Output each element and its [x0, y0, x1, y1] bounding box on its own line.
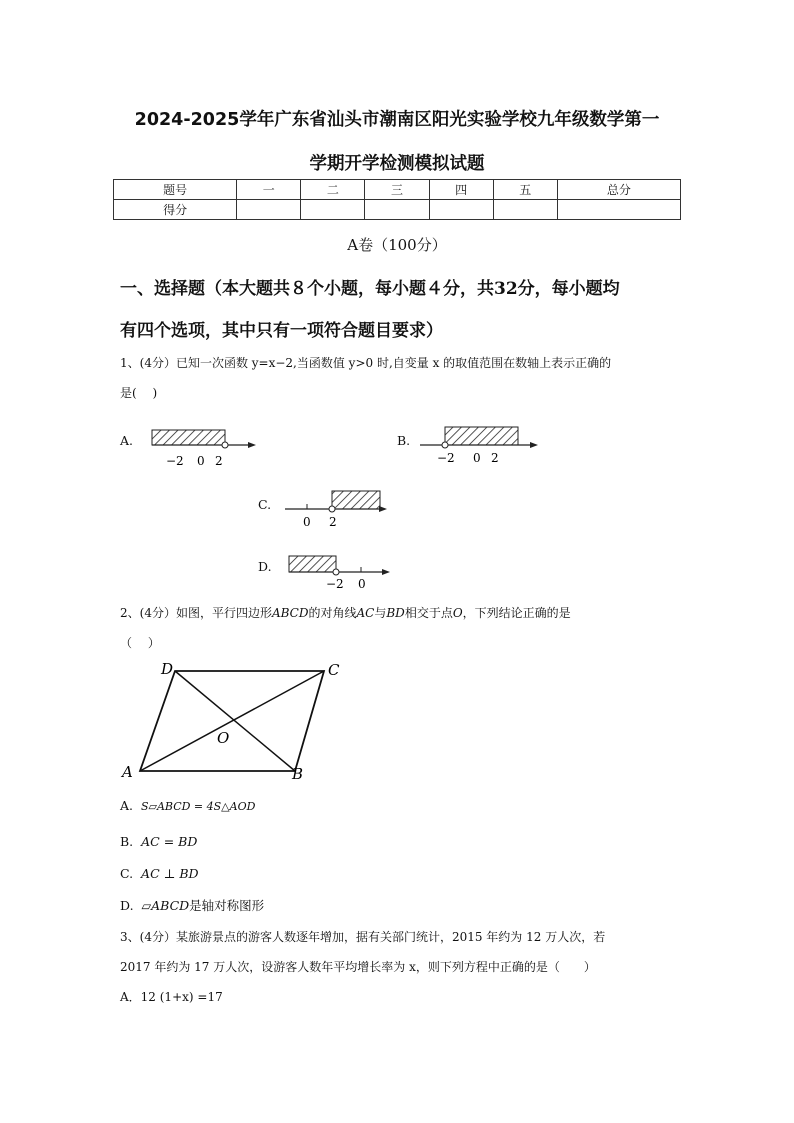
vertex-label-d: D: [161, 660, 174, 678]
tick-label: 2: [329, 515, 337, 529]
score-cell: 题号: [114, 180, 237, 200]
q3-stem: [120, 922, 680, 1012]
q2-ac: AC: [356, 606, 375, 620]
q1-option-c-label[interactable]: C.: [258, 497, 272, 512]
q1-option-d-numberline[interactable]: [280, 548, 395, 593]
option-label: C.: [120, 866, 134, 881]
score-cell: 总分: [557, 180, 680, 200]
score-cell: 一: [237, 180, 301, 200]
option-label: D.: [120, 898, 134, 913]
score-cell: 四: [429, 180, 493, 200]
q2-text: 的对角线: [308, 606, 357, 620]
axis-arrow: [248, 442, 256, 448]
option-math: ▱ABCD: [141, 898, 190, 913]
q2-option-b[interactable]: [120, 834, 197, 849]
score-table: [113, 179, 681, 220]
axis-arrow: [530, 442, 538, 448]
option-label: A.: [120, 798, 134, 813]
tick-label: −2: [437, 451, 455, 465]
q1-option-b-label[interactable]: B.: [397, 433, 411, 448]
tick-label: 2: [491, 451, 499, 465]
score-blank-cell[interactable]: [429, 200, 493, 220]
option-math: AC = BD: [141, 834, 198, 849]
q2-o: O: [452, 606, 463, 620]
tick-label: 0: [358, 577, 366, 591]
q1-option-c-numberline[interactable]: [280, 486, 395, 531]
shaded-region: [152, 430, 225, 445]
q1-option-d-label[interactable]: D.: [258, 559, 272, 574]
q3-line1: 3、(4分）某旅游景点的游客人数逐年增加，据有关部门统计，2015 年约为 12 万人次，若: [120, 930, 606, 944]
score-cell: 二: [301, 180, 365, 200]
exam-title-line2: 学期开学检测模拟试题: [309, 154, 485, 174]
vertex-label-a: A: [122, 763, 133, 781]
score-blank-cell[interactable]: [301, 200, 365, 220]
option-math: AC ⊥ BD: [141, 866, 199, 881]
tick-label: −2: [326, 577, 344, 591]
q2-bd: BD: [386, 606, 405, 620]
section1-line2: 有四个选项，其中只有一项符合题目要求）: [120, 321, 443, 341]
tick-label: 2: [215, 454, 223, 468]
tick-label: 0: [473, 451, 481, 465]
q2-option-c[interactable]: [120, 866, 199, 881]
section1-line1: 一、选择题（本大题共８个小题，每小题４分，共32分，每小题均: [120, 279, 620, 299]
open-circle: [333, 569, 339, 575]
q1-option-a-label[interactable]: A.: [120, 433, 134, 448]
score-blank-cell[interactable]: [365, 200, 429, 220]
q3-option-a[interactable]: A．12 (1+x) =17: [120, 990, 223, 1004]
score-blank-cell[interactable]: [237, 200, 301, 220]
q1-line1: 1、(4分）已知一次函数 y=x−2,当函数值 y>0 时,自变量 x 的取值范围在数轴上表示正确的: [120, 356, 612, 370]
q1-stem: [120, 348, 680, 408]
diagonal-bd: [175, 671, 295, 771]
q1-option-b-numberline[interactable]: [415, 422, 545, 467]
q3-line2: 2017 年约为 17 万人次，设游客人数年平均增长率为 x，则下列方程中正确的是（ ）: [120, 960, 596, 974]
axis-arrow: [382, 569, 390, 575]
axis-arrow: [379, 506, 387, 512]
q2-text: ，下列结论正确的是: [462, 606, 571, 620]
option-label: B.: [120, 834, 134, 849]
open-circle: [442, 442, 448, 448]
option-math: S▱ABCD = 4S△AOD: [140, 800, 256, 813]
diagonal-ac: [140, 671, 324, 771]
score-blank-cell[interactable]: [493, 200, 557, 220]
option-text: 是轴对称图形: [189, 898, 265, 913]
score-cell: 得分: [114, 200, 237, 220]
score-table-score-row: [114, 200, 681, 220]
open-circle: [329, 506, 335, 512]
q2-abcd: ABCD: [271, 606, 309, 620]
q2-text: 相交于点: [404, 606, 453, 620]
volume-a-heading: A卷（100分）: [347, 236, 447, 254]
q2-text: 2、(4分）如图，平行四边形: [120, 606, 272, 620]
score-table-header-row: [114, 180, 681, 200]
q2-line1: [120, 598, 680, 628]
score-blank-cell[interactable]: [557, 200, 680, 220]
parallelogram-figure: [118, 658, 348, 786]
shaded-region: [289, 556, 336, 572]
tick-label: 0: [197, 454, 205, 468]
shaded-region: [445, 427, 518, 445]
q2-stem: [120, 598, 680, 658]
score-cell: 五: [493, 180, 557, 200]
center-label-o: O: [217, 729, 230, 747]
tick-label: 0: [303, 515, 311, 529]
exam-title-line1: 2024-2025学年广东省汕头市潮南区阳光实验学校九年级数学第一: [134, 110, 660, 130]
tick-label: −2: [166, 454, 184, 468]
score-cell: 三: [365, 180, 429, 200]
vertex-label-b: B: [292, 765, 304, 783]
q2-option-d[interactable]: [120, 896, 264, 914]
q1-line2: 是( ): [120, 386, 158, 400]
q1-option-a-numberline[interactable]: [140, 425, 265, 470]
shaded-region: [332, 491, 380, 509]
open-circle: [222, 442, 228, 448]
vertex-label-c: C: [328, 661, 340, 679]
q2-line2: （ ）: [120, 636, 160, 650]
q2-text: 与: [374, 606, 387, 620]
q2-option-a[interactable]: [120, 798, 255, 813]
